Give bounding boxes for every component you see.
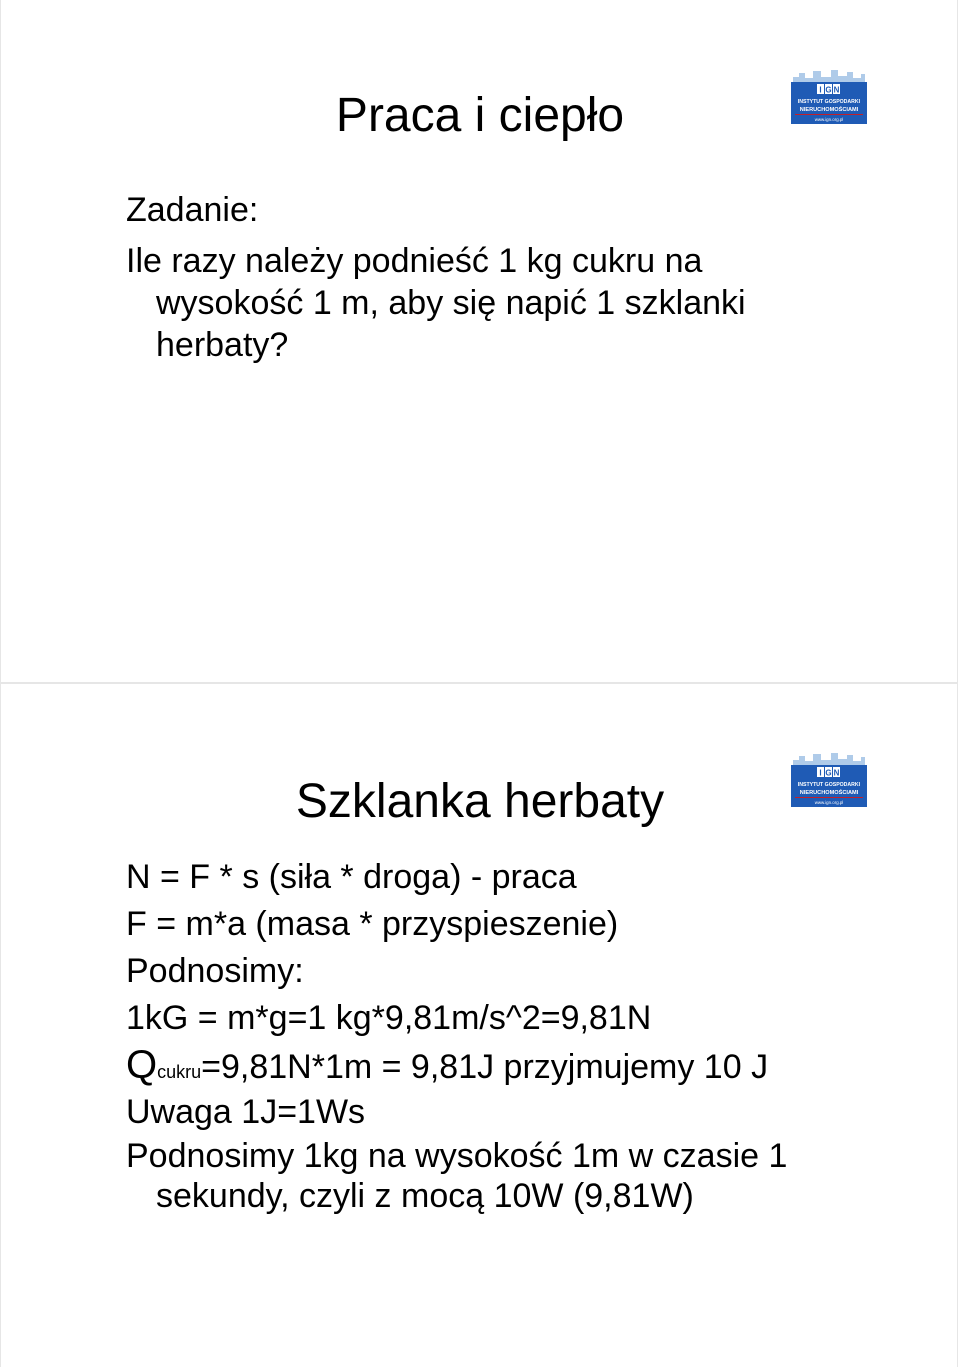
slide-2-body — [126, 854, 787, 1216]
question-line: herbaty? — [156, 326, 289, 364]
logo-line-1: INSTYTUT GOSPODARKI — [797, 782, 861, 788]
logo-letter-g: G — [825, 768, 832, 778]
question-line: Ile razy należy podnieść 1 kg cukru na — [126, 242, 703, 280]
note-line: Uwaga 1J=1Ws — [126, 1093, 366, 1131]
logo-letter-i: I — [819, 768, 822, 778]
logo-letter-g: G — [825, 85, 832, 95]
logo-letter-n: N — [833, 768, 840, 778]
ign-logo — [791, 751, 867, 807]
lifting-label: Podnosimy: — [126, 952, 304, 990]
task-label: Zadanie: — [126, 191, 259, 229]
slide-2-title: Szklanka herbaty — [295, 775, 665, 828]
q-subscript: cukru — [157, 1062, 202, 1082]
logo-url: www.ign.org.pl — [814, 117, 844, 122]
final-line: Podnosimy 1kg na wysokość 1m w czasie 1 — [126, 1137, 788, 1175]
logo-line-1: INSTYTUT GOSPODARKI — [797, 99, 861, 105]
logo-url: www.ign.org.pl — [814, 800, 844, 805]
formula-weight: 1kG = m*g=1 kg*9,81m/s^2=9,81N — [126, 999, 652, 1037]
ign-logo — [791, 68, 867, 124]
formula-q-cukru — [126, 1042, 787, 1089]
logo-letter-n: N — [833, 85, 840, 95]
logo-line-2: NIERUCHOMOŚCIAMI — [799, 790, 859, 796]
formula-work: N = F * s (siła * droga) - praca — [126, 858, 577, 896]
slide-2 — [0, 683, 958, 1367]
logo-letter-i: I — [819, 85, 822, 95]
q-symbol: Q — [126, 1043, 158, 1087]
logo-line-2: NIERUCHOMOŚCIAMI — [799, 107, 859, 113]
formula-force: F = m*a (masa * przyspieszenie) — [126, 905, 619, 943]
task-question — [126, 240, 746, 366]
slide-1-title: Praca i ciepło — [335, 89, 625, 142]
q-value: =9,81N*1m = 9,81J przyjmujemy 10 J — [201, 1048, 769, 1086]
slide-1 — [0, 0, 958, 683]
final-line: sekundy, czyli z mocą 10W (9,81W) — [156, 1177, 694, 1215]
question-line: wysokość 1 m, aby się napić 1 szklanki — [156, 284, 746, 322]
